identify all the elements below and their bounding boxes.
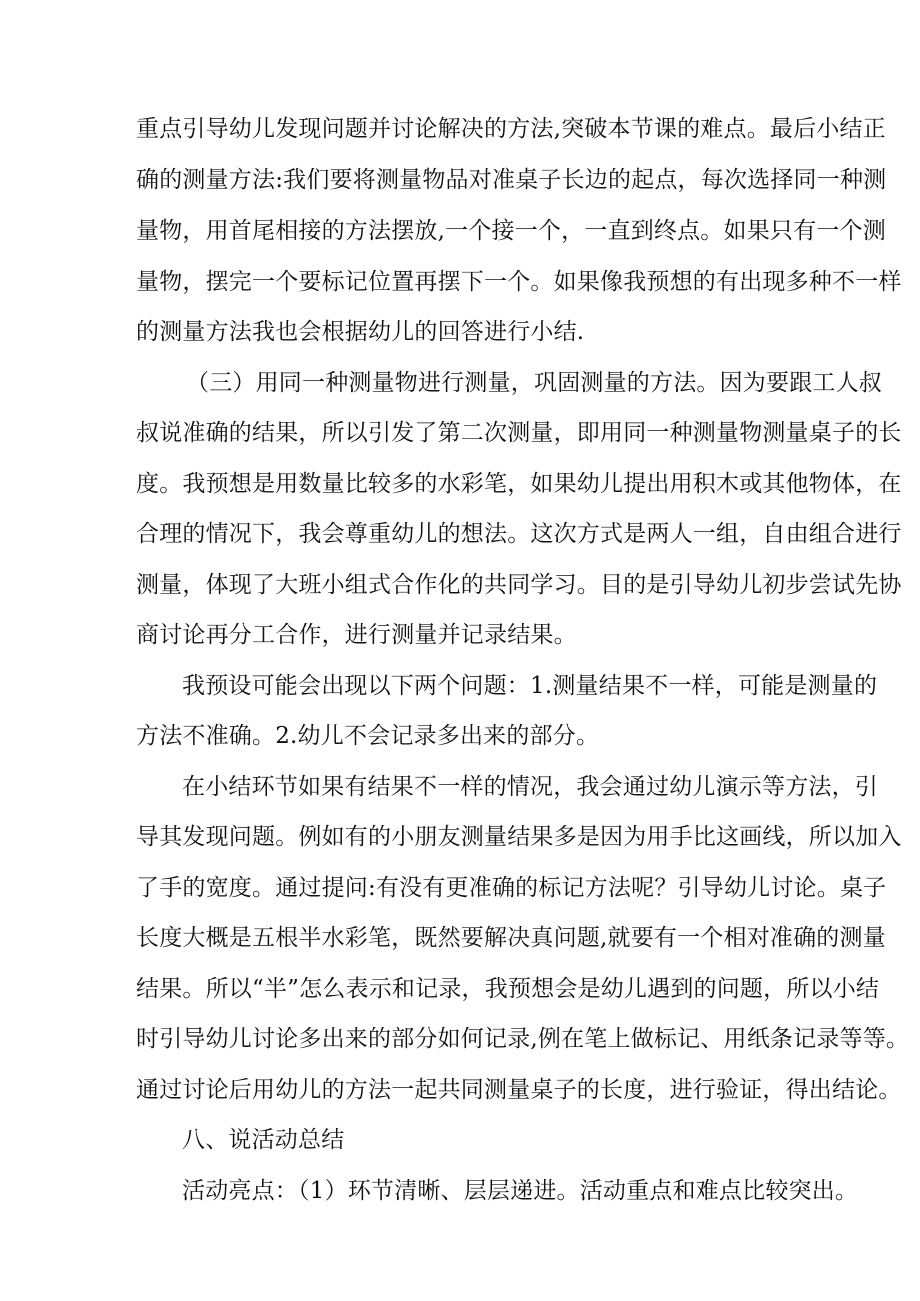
text-line: 测量，体现了大班小组式合作化的共同学习。目的是引导幼儿初步尝试先协 [136, 572, 902, 598]
text-line: 量物，摆完一个要标记位置再摆下一个。如果像我预想的有出现多种不一样 [136, 269, 902, 295]
text-line: 叔说准确的结果，所以引发了第二次测量，即用同一种测量物测量桌子的长 [136, 420, 902, 446]
section-heading: 八、说活动总结 [182, 1127, 345, 1153]
text-line: 长度大概是五根半水彩笔，既然要解决真问题,就要有一个相对准确的测量 [136, 925, 886, 951]
text-line: 的测量方法我也会根据幼儿的回答进行小结. [136, 319, 585, 345]
text-line: （三）用同一种测量物进行测量，巩固测量的方法。因为要跟工人叔 [186, 370, 882, 396]
text-line: 结果。所以“半”怎么表示和记录，我预想会是幼儿遇到的问题，所以小结 [136, 976, 880, 1002]
text-line: 导其发现问题。例如有的小朋友测量结果多是因为用手比这画线，所以加入 [136, 824, 902, 850]
text-line: 活动亮点：（1）环节清晰、层层递进。活动重点和难点比较突出。 [182, 1178, 859, 1204]
text-line: 在小结环节如果有结果不一样的情况，我会通过幼儿演示等方法，引 [182, 774, 878, 800]
text-line: 度。我预想是用数量比较多的水彩笔，如果幼儿提出用积木或其他物体，在 [136, 471, 902, 497]
text-line: 我预设可能会出现以下两个问题：1.测量结果不一样，可能是测量的 [182, 673, 878, 699]
text-line: 方法不准确。2.幼儿不会记录多出来的部分。 [136, 723, 600, 749]
text-line: 商讨论再分工合作，进行测量并记录结果。 [136, 622, 577, 648]
text-line: 时引导幼儿讨论多出来的部分如何记录,例在笔上做标记、用纸条记录等等。 [136, 1026, 910, 1052]
text-line: 重点引导幼儿发现问题并讨论解决的方法,突破本节课的难点。最后小结正 [136, 116, 886, 142]
text-line: 量物，用首尾相接的方法摆放,一个接一个，一直到终点。如果只有一个测 [136, 218, 886, 244]
text-line: 通过讨论后用幼儿的方法一起共同测量桌子的长度，进行验证，得出结论。 [136, 1077, 902, 1103]
text-line: 确的测量方法:我们要将测量物品对准桌子长边的起点，每次选择同一种测 [136, 167, 887, 193]
text-line: 了手的宽度。通过提问:有没有更准确的标记方法呢？引导幼儿讨论。桌子 [136, 875, 887, 901]
text-line: 合理的情况下，我会尊重幼儿的想法。这次方式是两人一组，自由组合进行 [136, 521, 902, 547]
